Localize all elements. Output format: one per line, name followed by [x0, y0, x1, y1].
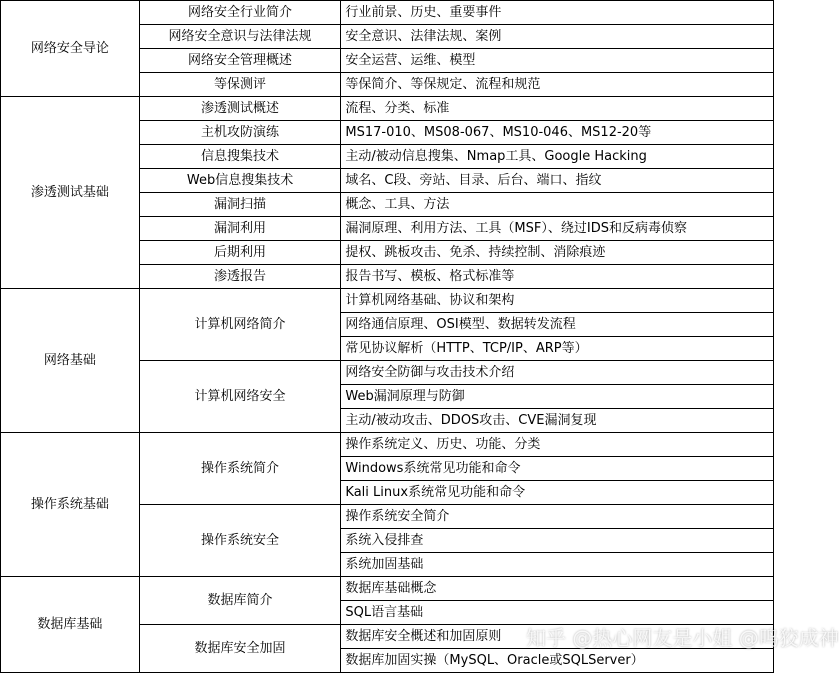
table-row: [1, 289, 774, 313]
detail-cell: 数据库安全概述和加固原则: [341, 625, 774, 649]
detail-cell: 安全运营、运维、模型: [341, 49, 774, 73]
topic-cell: 后期利用: [139, 241, 341, 265]
table-row: [1, 577, 774, 601]
table-row: [1, 1, 774, 25]
detail-cell: Windows系统常见功能和命令: [341, 457, 774, 481]
detail-cell: 漏洞原理、利用方法、工具（MSF）、绕过IDS和反病毒侦察: [341, 217, 774, 241]
detail-cell: 系统入侵排查: [341, 529, 774, 553]
detail-cell: MS17-010、MS08-067、MS10-046、MS12-20等: [341, 121, 774, 145]
detail-cell: Kali Linux系统常见功能和命令: [341, 481, 774, 505]
topic-cell: 计算机网络安全: [139, 361, 341, 433]
detail-cell: 数据库加固实操（MySQL、Oracle或SQLServer）: [341, 649, 774, 673]
detail-cell: 提权、跳板攻击、免杀、持续控制、消除痕迹: [341, 241, 774, 265]
topic-cell: 数据库安全加固: [139, 625, 341, 673]
module-cell: 网络基础: [1, 289, 140, 433]
detail-cell: 流程、分类、标准: [341, 97, 774, 121]
module-cell: 数据库基础: [1, 577, 140, 673]
detail-cell: 数据库基础概念: [341, 577, 774, 601]
table-row: [1, 433, 774, 457]
table-row: [1, 97, 774, 121]
detail-cell: 主动/被动攻击、DDOS攻击、CVE漏洞复现: [341, 409, 774, 433]
detail-cell: 安全意识、法律法规、案例: [341, 25, 774, 49]
topic-cell: 等保测评: [139, 73, 341, 97]
topic-cell: 网络安全管理概述: [139, 49, 341, 73]
module-cell: 渗透测试基础: [1, 97, 140, 289]
detail-cell: 操作系统安全简介: [341, 505, 774, 529]
detail-cell: Web漏洞原理与防御: [341, 385, 774, 409]
module-cell: 网络安全导论: [1, 1, 140, 97]
detail-cell: 计算机网络基础、协议和架构: [341, 289, 774, 313]
topic-cell: Web信息搜集技术: [139, 169, 341, 193]
topic-cell: 数据库简介: [139, 577, 341, 625]
detail-cell: 操作系统定义、历史、功能、分类: [341, 433, 774, 457]
topic-cell: 渗透报告: [139, 265, 341, 289]
module-cell: 操作系统基础: [1, 433, 140, 577]
topic-cell: 操作系统安全: [139, 505, 341, 577]
watermark-text: 知乎 @热心网友是小姐 @鸣狡成神: [526, 626, 839, 650]
detail-cell: 网络通信原理、OSI模型、数据转发流程: [341, 313, 774, 337]
detail-cell: 常见协议解析（HTTP、TCP/IP、ARP等）: [341, 337, 774, 361]
topic-cell: 信息搜集技术: [139, 145, 341, 169]
topic-cell: 主机攻防演练: [139, 121, 341, 145]
detail-cell: 系统加固基础: [341, 553, 774, 577]
detail-cell: SQL语言基础: [341, 601, 774, 625]
detail-cell: 概念、工具、方法: [341, 193, 774, 217]
detail-cell: 行业前景、历史、重要事件: [341, 1, 774, 25]
topic-cell: 计算机网络简介: [139, 289, 341, 361]
detail-cell: 等保简介、等保规定、流程和规范: [341, 73, 774, 97]
detail-cell: 域名、C段、旁站、目录、后台、端口、指纹: [341, 169, 774, 193]
detail-cell: 网络安全防御与攻击技术介绍: [341, 361, 774, 385]
topic-cell: 网络安全行业简介: [139, 1, 341, 25]
topic-cell: 漏洞扫描: [139, 193, 341, 217]
topic-cell: 网络安全意识与法律法规: [139, 25, 341, 49]
topic-cell: 漏洞利用: [139, 217, 341, 241]
detail-cell: 报告书写、模板、格式标准等: [341, 265, 774, 289]
detail-cell: 主动/被动信息搜集、Nmap工具、Google Hacking: [341, 145, 774, 169]
topic-cell: 操作系统简介: [139, 433, 341, 505]
topic-cell: 渗透测试概述: [139, 97, 341, 121]
